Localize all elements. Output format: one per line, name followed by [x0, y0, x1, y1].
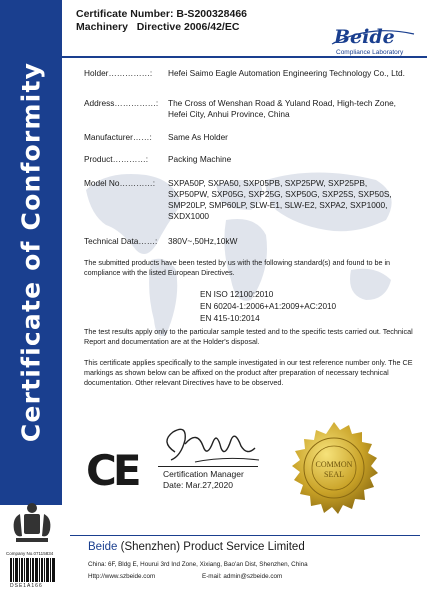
model-label: Model No…………:: [84, 178, 156, 188]
signature-icon: [155, 422, 265, 470]
footer-company: (Shenzhen) Product Service Limited: [120, 541, 305, 553]
footer-divider: [70, 535, 420, 536]
header-divider: [62, 56, 427, 58]
coat-of-arms-icon: [6, 500, 58, 550]
directive-line: [76, 21, 247, 34]
test-results-statement: The test results apply only to the particular sample tested and to the specific tests carried out. Technical Report and documentation are at the Holder's disposal.: [84, 327, 413, 346]
holder-value: Hefei Saimo Eagle Automation Engineering Technology Co., Ltd.: [168, 68, 405, 78]
address-label: Address……………:: [84, 98, 159, 108]
holder-label: Holder……………:: [84, 68, 153, 78]
certificate-header: [76, 8, 247, 34]
footer-email: E-mail: admin@szbeide.com: [202, 573, 283, 580]
standard-1: EN ISO 12100:2010: [200, 290, 274, 299]
signature-line: [158, 466, 258, 467]
seal-top-text: COMMON: [315, 460, 353, 469]
logo-wordmark: Beide: [334, 26, 395, 48]
footer-brand: Beide: [88, 541, 118, 553]
manufacturer-label: Manufacturer……:: [84, 132, 152, 142]
footer-website: Http://www.szbeide.com: [88, 573, 156, 580]
ce-mark: CE: [86, 446, 138, 495]
vertical-banner: [0, 0, 62, 505]
ce-marking-statement: This certificate applies specifically to the sample investigated in our test reference number only. The CE markings as shown below can be affixed on the product after preparation of necessary technical documentation. Other relevant Directives have to be observed.: [84, 358, 413, 387]
certificate-number: Certificate Number: B-S200328466: [76, 8, 247, 20]
directive-label: Machinery: [76, 21, 128, 33]
certification-role: Certification Manager: [163, 469, 244, 479]
standard-3: EN 415-10:2014: [200, 314, 260, 323]
beide-logo: [330, 28, 416, 56]
footer-company-name: [88, 540, 305, 554]
banner-title: Certificate of Conformity: [16, 61, 46, 443]
address-value: The Cross of Wenshan Road & Yuland Road, High-tech Zone, Hefei City, Anhui Province, China: [168, 98, 396, 119]
barcode-icon: [10, 558, 55, 582]
logo-subtitle: Compliance Laboratory: [336, 49, 404, 56]
technical-data-value: 380V~,50Hz,10kW: [168, 236, 238, 246]
company-number: Company No.07115834: [6, 551, 54, 556]
certification-block: [163, 469, 244, 491]
product-label: Product…………:: [84, 154, 149, 164]
manufacturer-value: Same As Holder: [168, 132, 228, 142]
common-seal-icon: [286, 420, 382, 516]
compliance-statement: The submitted products have been tested by us with the following standard(s) and found to be in compliance with the listed European Directives.: [84, 258, 391, 277]
directive-value: Directive 2006/42/EC: [136, 21, 240, 33]
certification-date: Date: Mar.27,2020: [163, 480, 233, 490]
seal-bottom-text: SEAL: [324, 470, 344, 479]
model-value: SXPA50P, SXPA50, SXP05PB, SXP25PW, SXP25PB, SXP50PW, SXP05G, SXP25G, SXP50G, SXP25S, SXP50S, SMP20LP, SMP60LP, SLW-E1, SLW-E2, SXPA2, SXP1000, SXDX1000: [168, 178, 392, 221]
product-value: Packing Machine: [168, 154, 232, 164]
barcode-number: DSE1A166: [10, 583, 43, 589]
footer-address: China: 6F, Bldg E, Hourui 3rd Ind Zone, Xixiang, Bao'an Dist, Shenzhen, China: [88, 561, 308, 568]
technical-data-label: Technical Data……:: [84, 236, 158, 246]
standard-2: EN 60204-1:2006+A1:2009+AC:2010: [200, 302, 337, 311]
